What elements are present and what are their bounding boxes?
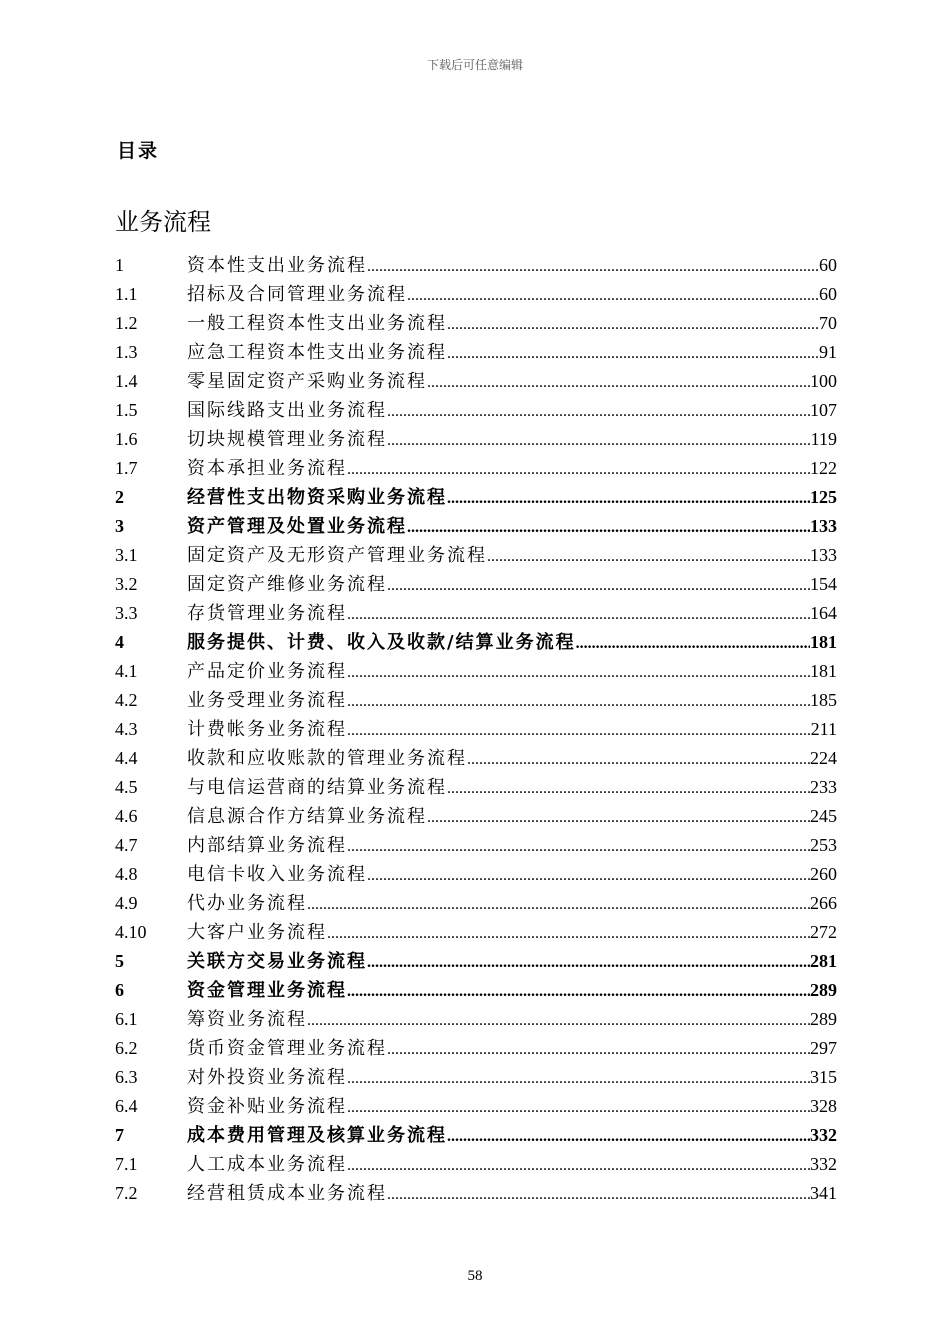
toc-entry-page: 60 bbox=[819, 255, 837, 275]
toc-entry[interactable] bbox=[115, 1034, 837, 1063]
toc-entry[interactable] bbox=[115, 309, 837, 338]
toc-dot-leader bbox=[387, 1180, 810, 1209]
toc-dot-leader bbox=[347, 716, 811, 745]
toc-dot-leader bbox=[347, 1064, 810, 1093]
toc-entry-title: 成本费用管理及核算业务流程 bbox=[187, 1125, 447, 1146]
toc-entry-title: 一般工程资本性支出业务流程 bbox=[187, 313, 447, 334]
toc-entry-number: 7 bbox=[115, 1125, 124, 1145]
toc-entry-title: 固定资产维修业务流程 bbox=[187, 574, 387, 595]
toc-entry-number: 4.3 bbox=[115, 719, 138, 739]
toc-entry-page: 328 bbox=[810, 1096, 837, 1116]
toc-dot-leader bbox=[307, 890, 810, 919]
toc-entry[interactable] bbox=[115, 251, 837, 280]
toc-entry-number: 4 bbox=[115, 632, 124, 652]
toc-dot-leader bbox=[347, 600, 810, 629]
toc-dot-leader bbox=[347, 832, 810, 861]
toc-entry-number: 1.6 bbox=[115, 429, 138, 449]
toc-dot-leader bbox=[347, 1093, 810, 1122]
toc-entry[interactable] bbox=[115, 1121, 837, 1150]
toc-entry-title: 国际线路支出业务流程 bbox=[187, 400, 387, 421]
toc-entry-page: 315 bbox=[810, 1067, 837, 1087]
toc-entry[interactable] bbox=[115, 367, 837, 396]
toc-entry-title: 切块规模管理业务流程 bbox=[187, 429, 387, 450]
toc-entry-title: 存货管理业务流程 bbox=[187, 603, 347, 624]
toc-entry-title: 资本承担业务流程 bbox=[187, 458, 347, 479]
toc-entry-page: 70 bbox=[819, 313, 837, 333]
toc-entry-title: 资本性支出业务流程 bbox=[187, 255, 367, 276]
toc-dot-leader bbox=[347, 1151, 810, 1180]
toc-entry-page: 341 bbox=[810, 1183, 837, 1203]
toc-entry-number: 4.2 bbox=[115, 690, 138, 710]
toc-entry-page: 253 bbox=[810, 835, 837, 855]
toc-dot-leader bbox=[347, 977, 810, 1006]
toc-dot-leader bbox=[407, 281, 819, 310]
toc-entry[interactable] bbox=[115, 512, 837, 541]
toc-dot-leader bbox=[447, 484, 810, 513]
toc-entry-number: 4.10 bbox=[115, 922, 147, 942]
toc-entry-number: 7.1 bbox=[115, 1154, 138, 1174]
toc-entry-number: 1 bbox=[115, 255, 124, 275]
toc-list bbox=[115, 251, 837, 1208]
toc-entry-title: 资金补贴业务流程 bbox=[187, 1096, 347, 1117]
toc-entry[interactable] bbox=[115, 1005, 837, 1034]
toc-dot-leader bbox=[347, 658, 810, 687]
toc-entry-page: 332 bbox=[810, 1125, 837, 1145]
toc-entry-page: 154 bbox=[810, 574, 837, 594]
section-heading: 业务流程 bbox=[115, 208, 211, 236]
toc-entry[interactable] bbox=[115, 1063, 837, 1092]
toc-entry-title: 固定资产及无形资产管理业务流程 bbox=[187, 545, 487, 566]
toc-entry[interactable] bbox=[115, 918, 837, 947]
toc-entry-number: 5 bbox=[115, 951, 124, 971]
toc-entry-number: 4.6 bbox=[115, 806, 138, 826]
toc-dot-leader bbox=[576, 629, 810, 658]
toc-entry[interactable] bbox=[115, 686, 837, 715]
toc-entry-number: 1.7 bbox=[115, 458, 138, 478]
toc-title: 目录 bbox=[117, 140, 160, 162]
toc-entry-title: 经营租赁成本业务流程 bbox=[187, 1183, 387, 1204]
toc-entry[interactable] bbox=[115, 396, 837, 425]
toc-entry-title: 应急工程资本性支出业务流程 bbox=[187, 342, 447, 363]
toc-entry-number: 3.2 bbox=[115, 574, 138, 594]
toc-entry-page: 125 bbox=[810, 487, 837, 507]
toc-dot-leader bbox=[387, 426, 811, 455]
toc-entry-title: 资产管理及处置业务流程 bbox=[187, 516, 407, 537]
toc-dot-leader bbox=[427, 803, 810, 832]
toc-entry-number: 3.1 bbox=[115, 545, 138, 565]
toc-dot-leader bbox=[347, 687, 810, 716]
toc-entry[interactable] bbox=[115, 454, 837, 483]
toc-entry-title: 业务受理业务流程 bbox=[187, 690, 347, 711]
toc-entry-page: 122 bbox=[810, 458, 837, 478]
toc-entry-page: 224 bbox=[810, 748, 837, 768]
toc-dot-leader bbox=[447, 774, 810, 803]
toc-entry[interactable] bbox=[115, 802, 837, 831]
toc-entry-title: 大客户业务流程 bbox=[187, 922, 327, 943]
toc-entry[interactable] bbox=[115, 570, 837, 599]
toc-entry-title: 招标及合同管理业务流程 bbox=[187, 284, 407, 305]
toc-entry-page: 281 bbox=[810, 951, 837, 971]
toc-entry-number: 2 bbox=[115, 487, 124, 507]
toc-entry-page: 272 bbox=[810, 922, 837, 942]
toc-entry-page: 164 bbox=[810, 603, 837, 623]
toc-entry-number: 4.1 bbox=[115, 661, 138, 681]
toc-entry-page: 181 bbox=[810, 661, 837, 681]
toc-entry-title: 信息源合作方结算业务流程 bbox=[187, 806, 427, 827]
toc-dot-leader bbox=[487, 542, 810, 571]
toc-entry-title: 筹资业务流程 bbox=[187, 1009, 307, 1030]
toc-entry-title: 代办业务流程 bbox=[187, 893, 307, 914]
toc-entry[interactable] bbox=[115, 280, 837, 309]
toc-entry[interactable] bbox=[115, 715, 837, 744]
toc-entry[interactable] bbox=[115, 1179, 837, 1208]
toc-entry[interactable] bbox=[115, 744, 837, 773]
toc-entry-number: 3 bbox=[115, 516, 124, 536]
toc-entry[interactable] bbox=[115, 425, 837, 454]
toc-entry-page: 133 bbox=[810, 545, 837, 565]
toc-entry-number: 6.2 bbox=[115, 1038, 138, 1058]
toc-dot-leader bbox=[307, 1006, 810, 1035]
toc-dot-leader bbox=[447, 1122, 810, 1151]
toc-entry-title: 经营性支出物资采购业务流程 bbox=[187, 487, 447, 508]
toc-entry-number: 6.4 bbox=[115, 1096, 138, 1116]
toc-entry[interactable] bbox=[115, 947, 837, 976]
toc-entry-page: 260 bbox=[810, 864, 837, 884]
toc-entry[interactable] bbox=[115, 1092, 837, 1121]
toc-entry[interactable] bbox=[115, 773, 837, 802]
header-note: 下载后可任意编辑 bbox=[426, 58, 523, 72]
toc-entry-title: 与电信运营商的结算业务流程 bbox=[187, 777, 447, 798]
toc-entry-page: 133 bbox=[810, 516, 837, 536]
toc-entry-number: 6.3 bbox=[115, 1067, 138, 1087]
toc-entry[interactable] bbox=[115, 599, 837, 628]
toc-entry-page: 233 bbox=[810, 777, 837, 797]
toc-dot-leader bbox=[447, 310, 819, 339]
toc-entry[interactable] bbox=[115, 628, 837, 657]
toc-dot-leader bbox=[327, 919, 810, 948]
toc-entry-page: 91 bbox=[819, 342, 837, 362]
toc-entry-number: 4.9 bbox=[115, 893, 138, 913]
toc-entry-title: 收款和应收账款的管理业务流程 bbox=[187, 748, 467, 769]
toc-entry-title: 对外投资业务流程 bbox=[187, 1067, 347, 1088]
toc-entry-page: 107 bbox=[810, 400, 837, 420]
toc-entry-number: 6.1 bbox=[115, 1009, 138, 1029]
toc-entry-title: 资金管理业务流程 bbox=[187, 980, 347, 1001]
toc-entry-page: 119 bbox=[810, 429, 837, 449]
toc-entry[interactable] bbox=[115, 541, 837, 570]
toc-entry-number: 1.3 bbox=[115, 342, 138, 362]
toc-entry[interactable] bbox=[115, 338, 837, 367]
toc-entry-page: 185 bbox=[810, 690, 837, 710]
toc-dot-leader bbox=[367, 861, 810, 890]
toc-dot-leader bbox=[387, 397, 810, 426]
toc-entry-page: 297 bbox=[810, 1038, 837, 1058]
toc-entry-title: 服务提供、计费、收入及收款/结算业务流程 bbox=[187, 632, 576, 653]
toc-entry[interactable] bbox=[115, 831, 837, 860]
toc-entry-page: 181 bbox=[810, 632, 837, 652]
toc-entry-number: 1.1 bbox=[115, 284, 138, 304]
toc-dot-leader bbox=[387, 571, 810, 600]
toc-entry-page: 245 bbox=[810, 806, 837, 826]
toc-entry[interactable] bbox=[115, 889, 837, 918]
toc-dot-leader bbox=[427, 368, 810, 397]
toc-dot-leader bbox=[367, 252, 819, 281]
toc-dot-leader bbox=[367, 948, 810, 977]
toc-entry-number: 1.2 bbox=[115, 313, 138, 333]
toc-entry-title: 关联方交易业务流程 bbox=[187, 951, 367, 972]
toc-entry-title: 电信卡收入业务流程 bbox=[187, 864, 367, 885]
toc-entry[interactable] bbox=[115, 657, 837, 686]
toc-entry-number: 4.4 bbox=[115, 748, 138, 768]
toc-entry-title: 货币资金管理业务流程 bbox=[187, 1038, 387, 1059]
toc-dot-leader bbox=[447, 339, 819, 368]
toc-dot-leader bbox=[407, 513, 810, 542]
toc-entry-number: 4.8 bbox=[115, 864, 138, 884]
toc-entry[interactable] bbox=[115, 860, 837, 889]
toc-entry[interactable] bbox=[115, 483, 837, 512]
toc-entry-number: 3.3 bbox=[115, 603, 138, 623]
toc-entry-title: 计费帐务业务流程 bbox=[187, 719, 347, 740]
toc-entry-page: 332 bbox=[810, 1154, 837, 1174]
toc-entry-number: 1.5 bbox=[115, 400, 138, 420]
toc-entry[interactable] bbox=[115, 976, 837, 1005]
toc-entry-title: 产品定价业务流程 bbox=[187, 661, 347, 682]
toc-entry-page: 289 bbox=[810, 980, 837, 1000]
page-number: 58 bbox=[467, 1268, 483, 1284]
toc-entry-page: 211 bbox=[810, 719, 837, 739]
toc-dot-leader bbox=[347, 455, 810, 484]
toc-entry-number: 4.5 bbox=[115, 777, 138, 797]
toc-entry-page: 100 bbox=[810, 371, 837, 391]
toc-entry-number: 1.4 bbox=[115, 371, 138, 391]
toc-dot-leader bbox=[387, 1035, 810, 1064]
toc-entry-title: 零星固定资产采购业务流程 bbox=[187, 371, 427, 392]
toc-entry-number: 6 bbox=[115, 980, 124, 1000]
toc-entry-title: 内部结算业务流程 bbox=[187, 835, 347, 856]
toc-entry-title: 人工成本业务流程 bbox=[187, 1154, 347, 1175]
toc-entry-page: 60 bbox=[819, 284, 837, 304]
toc-entry-page: 289 bbox=[810, 1009, 837, 1029]
toc-entry-number: 7.2 bbox=[115, 1183, 138, 1203]
toc-entry-page: 266 bbox=[810, 893, 837, 913]
toc-entry-number: 4.7 bbox=[115, 835, 138, 855]
toc-dot-leader bbox=[467, 745, 810, 774]
toc-entry[interactable] bbox=[115, 1150, 837, 1179]
